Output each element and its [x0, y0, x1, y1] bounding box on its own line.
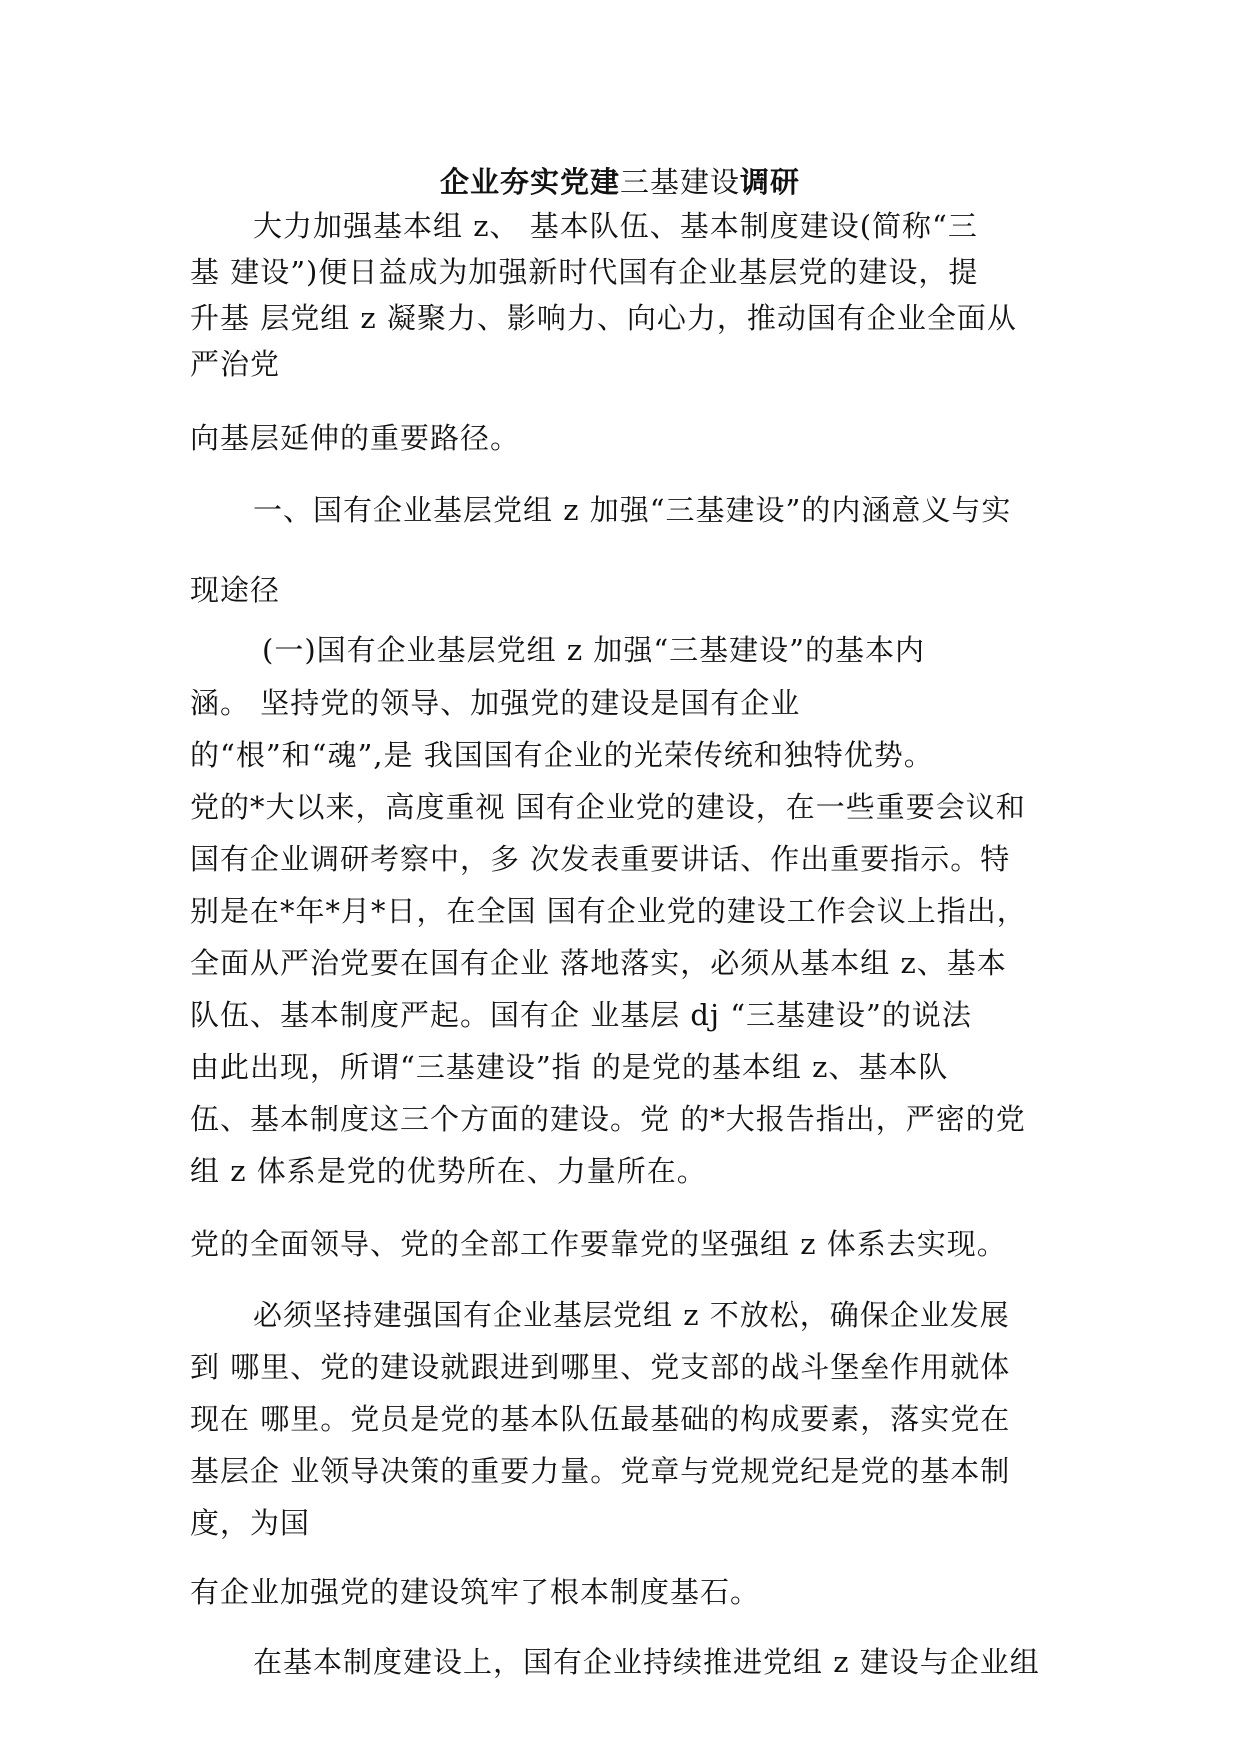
paragraph-line: 涵。 坚持党的领导、加强党的建设是国有企业 [190, 686, 801, 720]
paragraph-line: 升基 层党组 z 凝聚力、影响力、向心力，推动国有企业全面从 [190, 301, 1017, 335]
section-heading: 一、国有企业基层党组 z 加强“三基建设”的内涵意义与实 [253, 493, 1012, 527]
paragraph-line: 别是在*年*月*日，在全国 国有企业党的建设工作会议上指出， [190, 894, 1027, 928]
subsection-heading: (一)国有企业基层党组 z 加强“三基建设”的基本内 [262, 633, 925, 667]
paragraph-line: 有企业加强党的建设筑牢了根本制度基石。 [190, 1575, 761, 1609]
paragraph-line: 组 z 体系是党的优势所在、力量所在。 [190, 1154, 707, 1188]
document-title [0, 160, 1240, 201]
paragraph-line: 向基层延伸的重要路径。 [190, 421, 521, 455]
paragraph-line: 严治党 [190, 347, 281, 381]
paragraph-line: 由此出现，所谓“三基建设”指 的是党的基本组 z、基本队 [190, 1050, 949, 1084]
paragraph-line: 基层企 业领导决策的重要力量。党章与党规党纪是党的基本制 [190, 1454, 1011, 1488]
paragraph-line: 度，为国 [190, 1506, 311, 1540]
paragraph-line: 伍、基本制度这三个方面的建设。党 的*大报告指出，严密的党 [190, 1102, 1026, 1136]
paragraph-line: 基 建设”)便日益成为加强新时代国有企业基层党的建设，提 [190, 255, 979, 289]
title-bold-part: 企业夯实党建 [439, 165, 620, 199]
paragraph-line: 党的全面领导、党的全部工作要靠党的坚强组 z 体系去实现。 [190, 1227, 1007, 1261]
title-regular-part: 三基建设 [619, 165, 740, 199]
paragraph-line: 国有企业调研考察中，多 次发表重要讲话、作出重要指示。特 [190, 842, 1011, 876]
paragraph-line: 大力加强基本组 z、 基本队伍、基本制度建设(简称“三 [253, 209, 978, 243]
paragraph-line: 党的*大以来，高度重视 国有企业党的建设，在一些重要会议和 [190, 790, 1026, 824]
section-heading: 现途径 [190, 573, 281, 607]
paragraph-line: 全面从严治党要在国有企业 落地落实，必须从基本组 z、基本 [190, 946, 1007, 980]
paragraph-line: 现在 哪里。党员是党的基本队伍最基础的构成要素，落实党在 [190, 1402, 1011, 1436]
paragraph-line: 队伍、基本制度严起。国有企 业基层 dj “三基建设”的说法 [190, 998, 972, 1032]
title-bold-part: 调研 [740, 165, 801, 199]
paragraph-line: 在基本制度建设上，国有企业持续推进党组 z 建设与企业组 [253, 1645, 1040, 1679]
paragraph-line: 到 哪里、党的建设就跟进到哪里、党支部的战斗堡垒作用就体 [190, 1350, 1011, 1384]
paragraph-line: 的“根”和“魂”,是 我国国有企业的光荣传统和独特优势。 [190, 738, 934, 772]
paragraph-line: 必须坚持建强国有企业基层党组 z 不放松，确保企业发展 [253, 1298, 1010, 1332]
